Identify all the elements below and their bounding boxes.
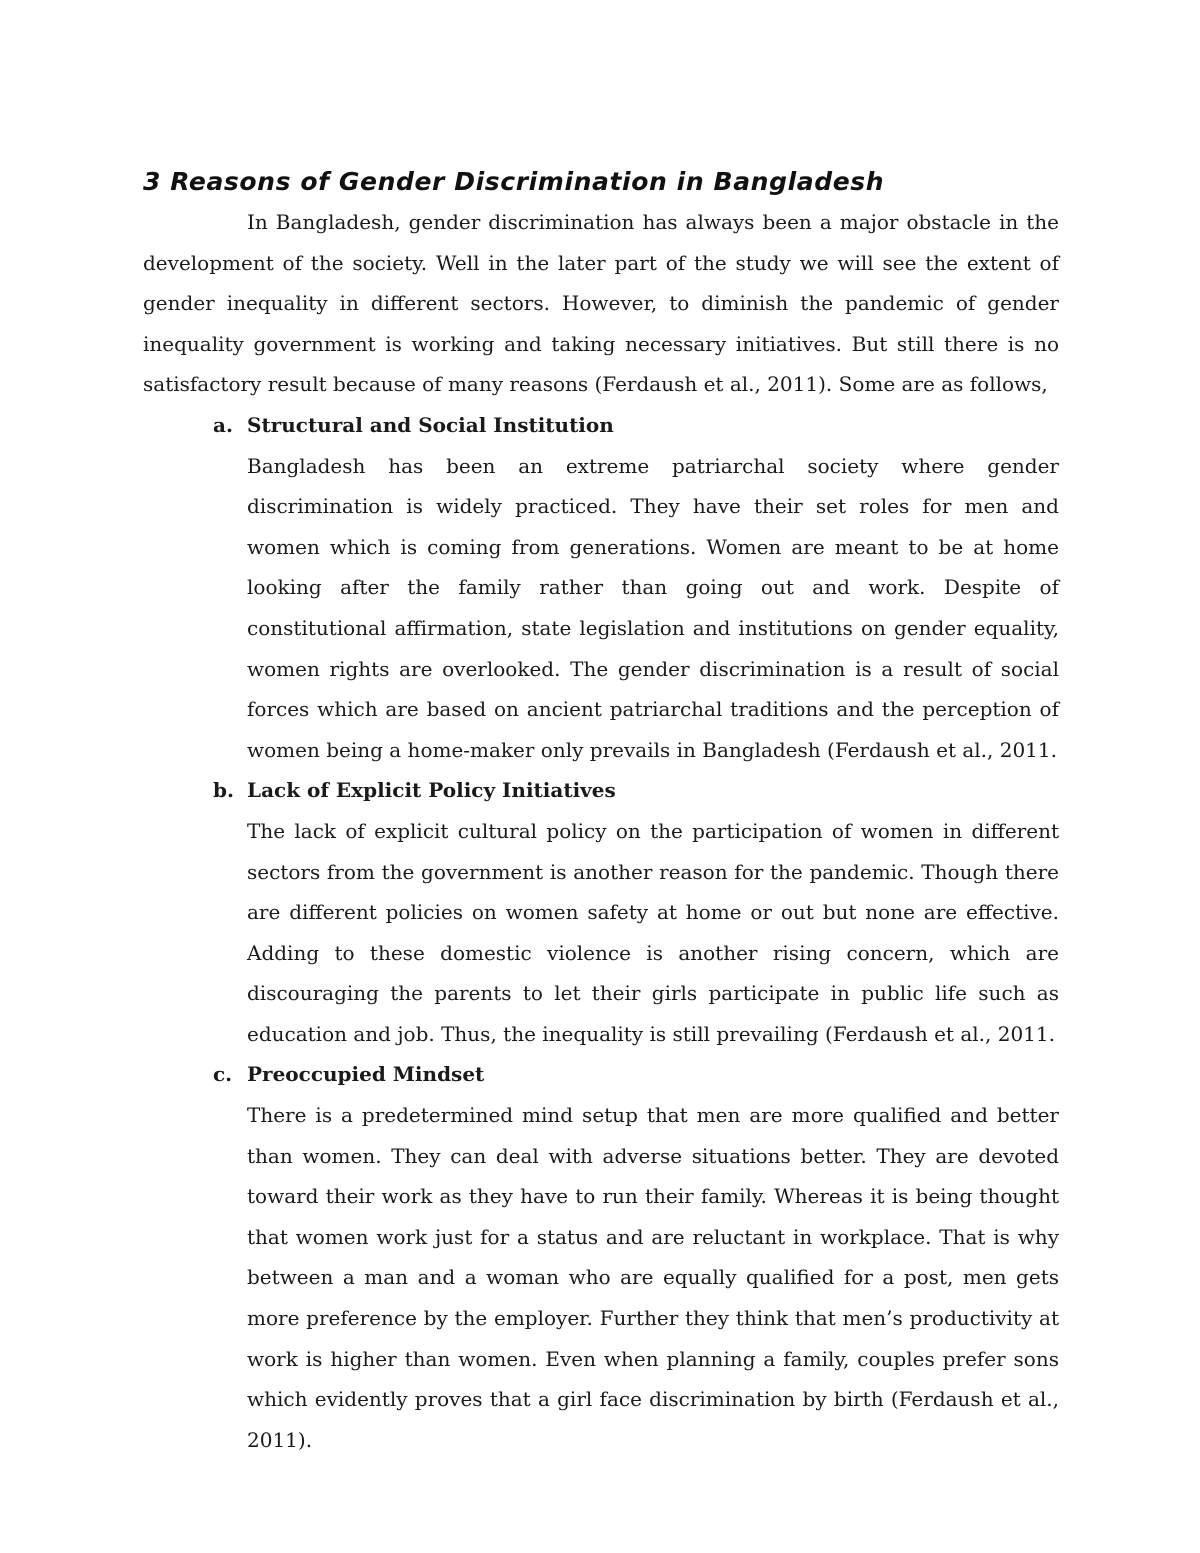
reason-body: Bangladesh has been an extreme patriarchal society where gender discrimination is widely practiced. They have their set roles for men and women which is coming from generations. Women are meant to be at home looking after the family rather than going out and work. Despite of constitutional affirmation, state legislation and institutions on gender equality, women rights are overlooked. The gender discrimination is a result of social forces which are based on ancient patriarchal traditions and the perception of women being a home-maker only prevails in Bangladesh (Ferdaush et al., 2011. [247,453,1059,762]
reason-heading: Lack of Explicit Policy Initiatives [247,778,616,803]
list-marker: c. [213,1062,233,1087]
reason-body: There is a predetermined mind setup that men are more qualified and better than women. They can deal with adverse situations better. They are devoted toward their work as they have to run their family. Whereas it is being thought that women work just for a status and are reluctant in workplace. That is why between a man and a woman who are equally qualified for a post, men gets more preference by the employer. Further they think that men’s productivity at work is higher than women. Even when planning a family, couples prefer sons which evidently proves that a girl face discrimination by birth (Ferdaush et al., 2011). [247,1103,1059,1452]
list-item [143,1054,1059,1460]
document-page [143,162,1059,1460]
list-item [143,405,1059,770]
intro-paragraph: In Bangladesh, gender discrimination has always been a major obstacle in the development of the society. Well in the later part of the study we will see the extent of gender inequality in different sectors. However, to diminish the pandemic of gender inequality government is working and taking necessary initiatives. But still there is no satisfactory result because of many reasons (Ferdaush et al., 2011). Some are as follows, [143,210,1059,397]
list-item [143,770,1059,1054]
reason-heading: Preoccupied Mindset [247,1062,485,1087]
reason-heading: Structural and Social Institution [247,412,614,437]
reason-body: The lack of explicit cultural policy on the participation of women in different sectors from the government is another reason for the pandemic. Though there are different policies on women safety at home or out but none are effective. Adding to these domestic violence is another rising concern, which are discouraging the parents to let their girls participate in public life such as education and job. Thus, the inequality is still prevailing (Ferdaush et al., 2011. [247,818,1059,1046]
reasons-list [143,405,1059,1460]
list-marker: a. [213,412,233,437]
list-marker: b. [213,778,234,803]
document-title: 3 Reasons of Gender Discrimination in Bangladesh [143,167,885,196]
